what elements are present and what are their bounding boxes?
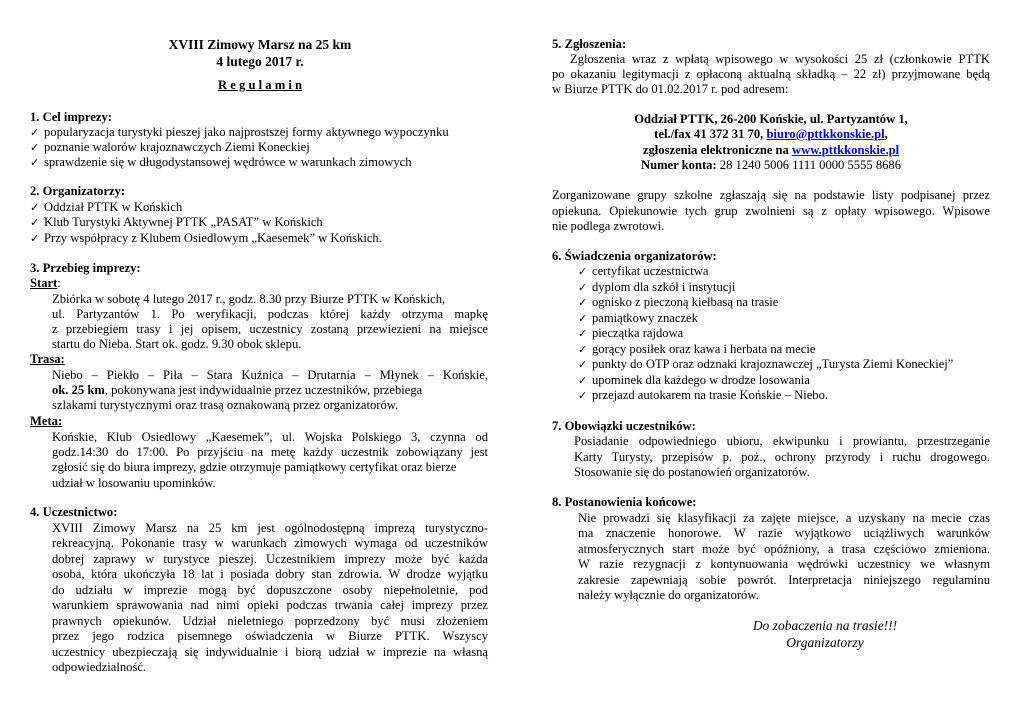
list-item: ✓ przejazd autokarem na trasie Końskie – Niebo. xyxy=(578,388,829,402)
s8-line: W razie rezygnacji z kontynuowania wędrówki uczestnicy we własnym xyxy=(578,557,990,571)
section-3-heading: 3. Przebieg imprezy: xyxy=(30,261,141,275)
list-item: ✓ ognisko z pieczoną kiełbasą na trasie xyxy=(578,295,779,309)
start-line: ul. Partyzantów 1. Po weryfikacji, podczas której każdy otrzyma mapkę xyxy=(52,307,488,321)
group-line: Zorganizowane grupy szkolne zgłaszają się na podstawie listy podpisanej przez xyxy=(552,188,990,202)
check-icon: ✓ xyxy=(578,312,588,325)
section-8-heading: 8. Postanowienia końcowe: xyxy=(552,495,697,509)
list-item: ✓ Oddział PTTK w Końskich xyxy=(30,200,183,214)
check-icon: ✓ xyxy=(30,126,40,139)
s4-line: odpowiedzialność. xyxy=(52,660,147,674)
account-line: Numer konta: 28 1240 5006 1111 0000 5555 8686 xyxy=(640,158,902,172)
list-item: ✓ pamiątkowy znaczek xyxy=(578,311,698,325)
section-2-heading: 2. Organizatorzy: xyxy=(30,184,126,198)
s4-line: dobrej zaprawy w turystyce pieszej. Uczestnikiem imprezy może być każda xyxy=(52,552,488,566)
s8-line: ma znaczenie honorowe. W razie wyjątkowo uciążliwych warunków xyxy=(578,526,990,540)
list-item: ✓ popularyzacja turystyki pieszej jako najprostszej formy aktywnego wypoczynku xyxy=(30,125,449,139)
start-line: startu do Nieba. Start ok. godz. 9.30 obok sklepu. xyxy=(52,337,302,351)
group-line: opiekuna. Opiekunowie tych grup zwolnieni są z opłaty wpisowego. Wpisowe xyxy=(552,204,990,218)
trasa-line: Niebo – Piekło – Piła – Stara Kuźnica – Drutarnia – Młynek – Końskie, xyxy=(52,368,488,382)
meta-line: zgłosić się do biura imprezy, gdzie otrzymuje pamiątkowy certyfikat oraz bierze xyxy=(52,460,457,474)
closing-signature: Organizatorzy xyxy=(786,635,864,650)
section-7-heading: 7. Obowiązki uczestników: xyxy=(552,419,696,433)
start-line: Zbiórka w sobotę 4 lutego 2017 r., godz. 8.30 przy Biurze PTTK w Końskich, xyxy=(52,292,446,306)
s4-line: XVIII Zimowy Marsz na 25 km jest ogólnodostępną imprezą turystyczno- xyxy=(52,521,488,535)
list-item: ✓ gorący posiłek oraz kawa i herbata na mecie xyxy=(578,342,816,356)
check-icon: ✓ xyxy=(578,296,588,309)
s7-line: Karty Turysty, przepisów p. poż., ochrony przyrody i ruchu drogowego. xyxy=(574,450,990,464)
website-link[interactable]: www.pttkkonskie.pl xyxy=(792,143,900,157)
section-1-heading: 1. Cel imprezy: xyxy=(30,110,112,124)
s4-line: rekreacyjną. Pokonanie trasy w warunkach zimowych wymaga od uczestników xyxy=(52,536,488,550)
check-icon: ✓ xyxy=(578,389,588,402)
doc-title: XVIII Zimowy Marsz na 25 km xyxy=(168,37,352,52)
check-icon: ✓ xyxy=(578,281,588,294)
section-6-heading: 6. Świadczenia organizatorów: xyxy=(552,249,717,263)
check-icon: ✓ xyxy=(30,201,40,214)
list-item: ✓ poznanie walorów krajoznawczych Ziemi Koneckiej xyxy=(30,140,310,154)
s8-line: zakresie zapewniają sobie powrót. Interpretacja niniejszego regulaminu xyxy=(578,573,990,587)
s4-line: przez jego rodzica pisemnego oświadczenia w Biurze PTTK. Wszyscy xyxy=(52,629,488,643)
check-icon: ✓ xyxy=(578,358,588,371)
s4-line: do udziału w imprezie mogą być dopuszczone osoby niepełnoletnie, pod xyxy=(52,583,488,597)
check-icon: ✓ xyxy=(30,216,40,229)
s5-line: Zgłoszenia wraz z wpłatą wpisowego w wysokości 25 zł (członkowie PTTK xyxy=(570,52,990,66)
list-item: ✓ sprawdzenie się w długodystansowej wędrówce w warunkach zimowych xyxy=(30,155,412,169)
check-icon: ✓ xyxy=(578,343,588,356)
list-item: ✓ punkty do OTP oraz odznaki krajoznawczej „Turysta Ziemi Koneckiej” xyxy=(578,357,954,371)
start-line: z przebiegiem trasy i jej opisem, uczestnicy zostaną przewiezieni na miejsce xyxy=(52,322,488,336)
s4-line: uczestnicy ubezpieczają się indywidualnie i biorą udział w imprezie na własną xyxy=(52,645,488,659)
s8-line: należy wyłącznie do organizatorów. xyxy=(578,588,759,602)
s4-line: osoba, która ukończyła 18 lat i posiada dobry stan zdrowia. W drodze wyjątku xyxy=(52,567,488,581)
list-item: ✓ Przy współpracy z Klubem Osiedlowym „Kaesemek” w Końskich. xyxy=(30,231,382,245)
list-item: ✓ dyplom dla szkół i instytucji xyxy=(578,280,736,294)
meta-line: godz.14:30 do 17:00. Po przyjściu na metę każdy uczestnik zobowiązany jest xyxy=(52,445,488,459)
check-icon: ✓ xyxy=(30,232,40,245)
address-line-1: Oddział PTTK, 26-200 Końskie, ul. Partyzantów 1, xyxy=(634,112,908,126)
check-icon: ✓ xyxy=(578,374,588,387)
section-5-heading: 5. Zgłoszenia: xyxy=(552,37,627,51)
regulamin-heading: R e g u l a m i n xyxy=(218,78,302,92)
address-line-3: zgłoszenia elektroniczne na www.pttkkonskie.pl xyxy=(642,143,900,157)
list-item: ✓ pieczątka rajdowa xyxy=(578,326,684,340)
check-icon: ✓ xyxy=(578,327,588,340)
check-icon: ✓ xyxy=(578,265,588,278)
trasa-line: szlakami turystycznymi oraz trasą oznakowaną przez organizatorów. xyxy=(52,398,399,412)
trasa-line: ok. 25 km, pokonywana jest indywidualnie przez uczestników, przebiega xyxy=(52,383,423,397)
list-item: ✓ certyfikat uczestnictwa xyxy=(578,264,709,278)
doc-date: 4 lutego 2017 r. xyxy=(216,54,304,69)
start-label: Start: xyxy=(30,276,61,290)
address-line-2: tel./fax 41 372 31 70, biuro@pttkkonskie.pl, xyxy=(654,127,888,141)
meta-label: Meta: xyxy=(30,414,63,428)
s4-line: warunkiem sprawowania nad nimi opieki podczas trwania całej imprezy przez xyxy=(52,598,488,612)
s8-line: Nie prowadzi się klasyfikacji za zajęte miejsce, a uzyskany na mecie czas xyxy=(578,511,990,525)
s7-line: Posiadanie odpowiedniego ubioru, ekwipunku i prowiantu, przestrzeganie xyxy=(574,434,990,448)
s7-line: Stosowanie się do postanowień organizatorów. xyxy=(574,465,810,479)
group-line: nie podlega zwrotowi. xyxy=(552,219,665,233)
s8-line: atmosferycznych start może być opóźniony, a trasa częściowo zmieniona. xyxy=(578,542,990,556)
check-icon: ✓ xyxy=(30,156,40,169)
list-item: ✓ Klub Turystyki Aktywnej PTTK „PASAT” w Końskich xyxy=(30,215,323,229)
s5-line: w Biurze PTTK do 01.02.2017 r. pod adresem: xyxy=(552,82,789,96)
meta-line: udział w losowaniu upominków. xyxy=(52,476,216,490)
closing-greeting: Do zobaczenia na trasie!!! xyxy=(752,618,898,633)
meta-line: Końskie, Klub Osiedlowy „Kaesemek”, ul. Wojska Polskiego 3, czynna od xyxy=(52,430,488,444)
s4-line: prawnych opiekunów. Udział nieletniego poprzedzony być musi złożeniem xyxy=(52,614,488,628)
list-item: ✓ upominek dla każdego w drodze losowania xyxy=(578,373,810,387)
email-link[interactable]: biuro@pttkkonskie.pl xyxy=(766,127,885,141)
check-icon: ✓ xyxy=(30,141,40,154)
s5-line: po okazaniu legitymacji z opłaconą aktualną składką – 22 zł) przyjmowane będą xyxy=(552,67,990,81)
section-4-heading: 4. Uczestnictwo: xyxy=(30,505,118,519)
trasa-label: Trasa: xyxy=(30,352,65,366)
